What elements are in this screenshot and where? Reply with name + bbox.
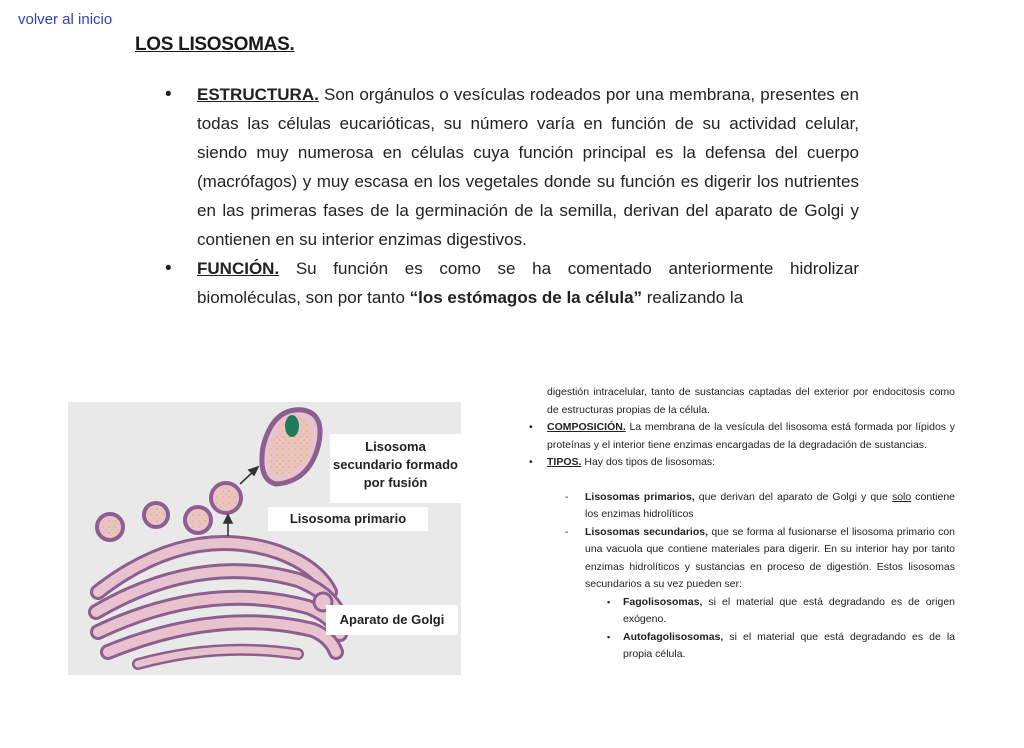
lysosome-figure: [68, 402, 461, 675]
back-to-start-link[interactable]: volver al inicio: [18, 11, 113, 28]
composicion-text: La membrana de la vesícula del lisosoma está formada por lípidos y proteínas y el interior tiene enzimas encargadas de la degradación de sustancias.: [547, 421, 955, 451]
list-item-estructura: [165, 80, 859, 254]
autofagolisosomas-text: si el material que está degradando es de la propia célula.: [623, 630, 955, 660]
estructura-text: Son orgánulos o vesículas rodeados por una membrana, presentes en todas las células eucarióticas, su número varía en función de su actividad celular, siendo muy numerosa en células cuya función principal es la defensa del cuerpo (macrófagos) y muy escasa en los vegetales donde su función es digerir los nutrientes en las primeras fases de la germinación de la semilla, derivan del aparato de Golgi y contienen en su interior enzimas digestivos.: [197, 85, 859, 249]
secondary-lysosome-shape: [262, 410, 320, 484]
sub-item-secundarios: [527, 524, 955, 594]
label-secondary-lysosome: Lisosoma secundario formado por fusión: [330, 434, 461, 503]
tipos-text: Hay dos tipos de lisosomas:: [581, 456, 716, 468]
sub-item-primarios: [527, 489, 955, 524]
primarios-underlined: solo: [891, 490, 912, 503]
funcion-text: Su función es como se ha comentado anteriormente hidrolizar biomoléculas, son por tanto: [197, 259, 859, 307]
secundarios-name: Lisosomas secundarios,: [585, 525, 709, 538]
primarios-text: que derivan del aparato de Golgi y que: [694, 490, 892, 503]
fagolisosomas-text: si el material que está degradando es de origen exógeno.: [623, 595, 955, 625]
continuation-text: [527, 384, 955, 664]
autofagolisosomas-name: Autofagolisosomas,: [623, 630, 724, 643]
primarios-text-end: contiene los enzimas hidrolíticos: [585, 490, 955, 520]
fagolisosomas-name: Fagolisosomas,: [623, 595, 703, 608]
list-item-funcion: [165, 254, 859, 312]
tipos-heading: TIPOS.: [547, 456, 582, 468]
funcion-quote: “los estómagos de la célula”: [409, 288, 643, 307]
sub-sub-item-fagolisosomas: [527, 594, 955, 629]
secundarios-text: que se forma al fusionarse el lisosoma primario con una vacuola que contiene materiales para digerir. En su interior hay por tanto enzimas hidrolíticos y sustancias en proceso de digestión. Estos lisosomas secundarios a su vez pueden ser:: [585, 525, 955, 590]
label-golgi-apparatus: Aparato de Golgi: [326, 605, 458, 635]
primarios-name: Lisosomas primarios,: [585, 490, 695, 503]
list-item-tipos: [527, 454, 955, 472]
label-primary-lysosome: Lisosoma primario: [268, 507, 428, 531]
page-title: LOS LISOSOMAS.: [135, 34, 295, 55]
primary-lysosome-shape: [211, 483, 241, 513]
funcion-heading: FUNCIÓN.: [197, 259, 280, 278]
sub-sub-item-autofagolisosomas: [527, 629, 955, 664]
composicion-heading: COMPOSICIÓN.: [547, 421, 626, 433]
continuation-paragraph: digestión intracelular, tanto de sustancias captadas del exterior por endocitosis como de estructuras propias de la célula.: [547, 386, 955, 416]
list-item-composicion: [527, 419, 955, 454]
funcion-text-end: realizando la: [642, 288, 744, 307]
estructura-heading: ESTRUCTURA.: [197, 85, 319, 104]
main-bullet-list: [165, 80, 859, 312]
golgi-apparatus-shape: [96, 543, 340, 664]
